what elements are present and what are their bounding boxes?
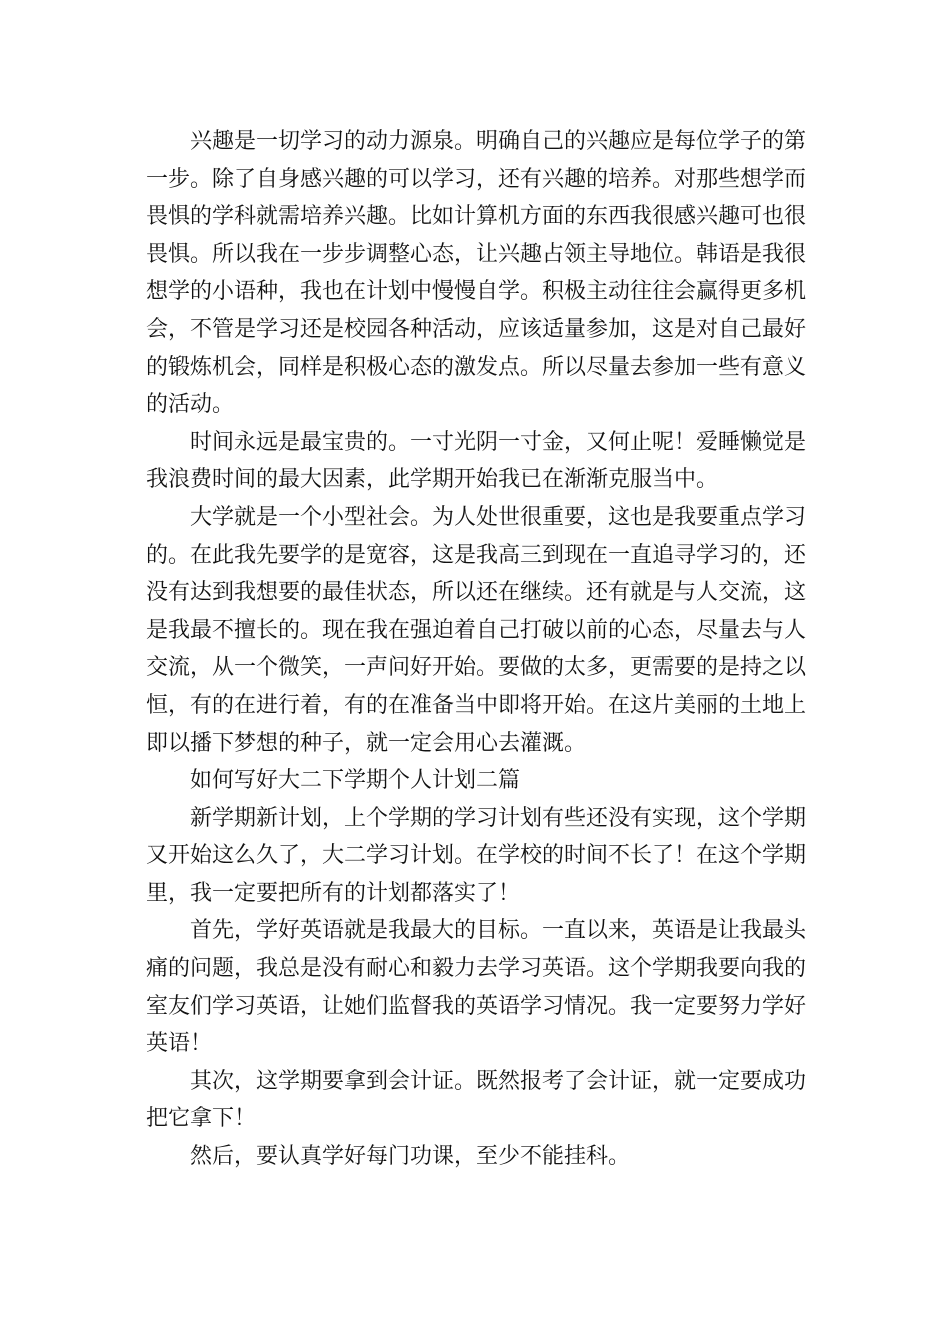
paragraph-accounting: 其次，这学期要拿到会计证。既然报考了会计证，就一定要成功把它拿下！ bbox=[146, 1068, 807, 1132]
section-heading: 如何写好大二下学期个人计划二篇 bbox=[190, 768, 521, 794]
paragraph-time: 时间永远是最宝贵的。一寸光阴一寸金，又何止呢！爱睡懒觉是我浪费时间的最大因素，此学期开始我已在渐渐克服当中。 bbox=[146, 429, 807, 493]
paragraph-new-semester: 新学期新计划，上个学期的学习计划有些还没有实现，这个学期又开始这么久了，大二学习计划。在学校的时间不长了！在这个学期里，我一定要把所有的计划都落实了！ bbox=[146, 805, 807, 906]
paragraph-interest: 兴趣是一切学习的动力源泉。明确自己的兴趣应是每位学子的第一步。除了自身感兴趣的可以学习，还有兴趣的培养。对那些想学而畏惧的学科就需培养兴趣。比如计算机方面的东西我很感兴趣可也很畏惧。所以我在一步步调整心态，让兴趣占领主导地位。韩语是我很想学的小语种，我也在计划中慢慢自学。积极主动往往会赢得更多机会，不管是学习还是校园各种活动，应该适量参加，这是对自己最好的锻炼机会，同样是积极心态的激发点。所以尽量去参加一些有意义的活动。 bbox=[146, 129, 807, 418]
paragraph-courses: 然后，要认真学好每门功课，至少不能挂科。 bbox=[190, 1144, 631, 1170]
paragraph-english: 首先，学好英语就是我最大的目标。一直以来，英语是让我最头痛的问题，我总是没有耐心和毅力去学习英语。这个学期我要向我的室友们学习英语，让她们监督我的英语学习情况。我一定要努力学好英语！ bbox=[146, 918, 807, 1057]
paragraph-society: 大学就是一个小型社会。为人处世很重要，这也是我要重点学习的。在此我先要学的是宽容，这是我高三到现在一直追寻学习的，还没有达到我想要的最佳状态，所以还在继续。还有就是与人交流，这是我最不擅长的。现在我在强迫着自己打破以前的心态，尽量去与人交流，从一个微笑，一声问好开始。要做的太多，更需要的是持之以恒，有的在进行着，有的在准备当中即将开始。在这片美丽的土地上即以播下梦想的种子，就一定会用心去灌溉。 bbox=[146, 504, 807, 756]
document-body bbox=[146, 123, 806, 1176]
